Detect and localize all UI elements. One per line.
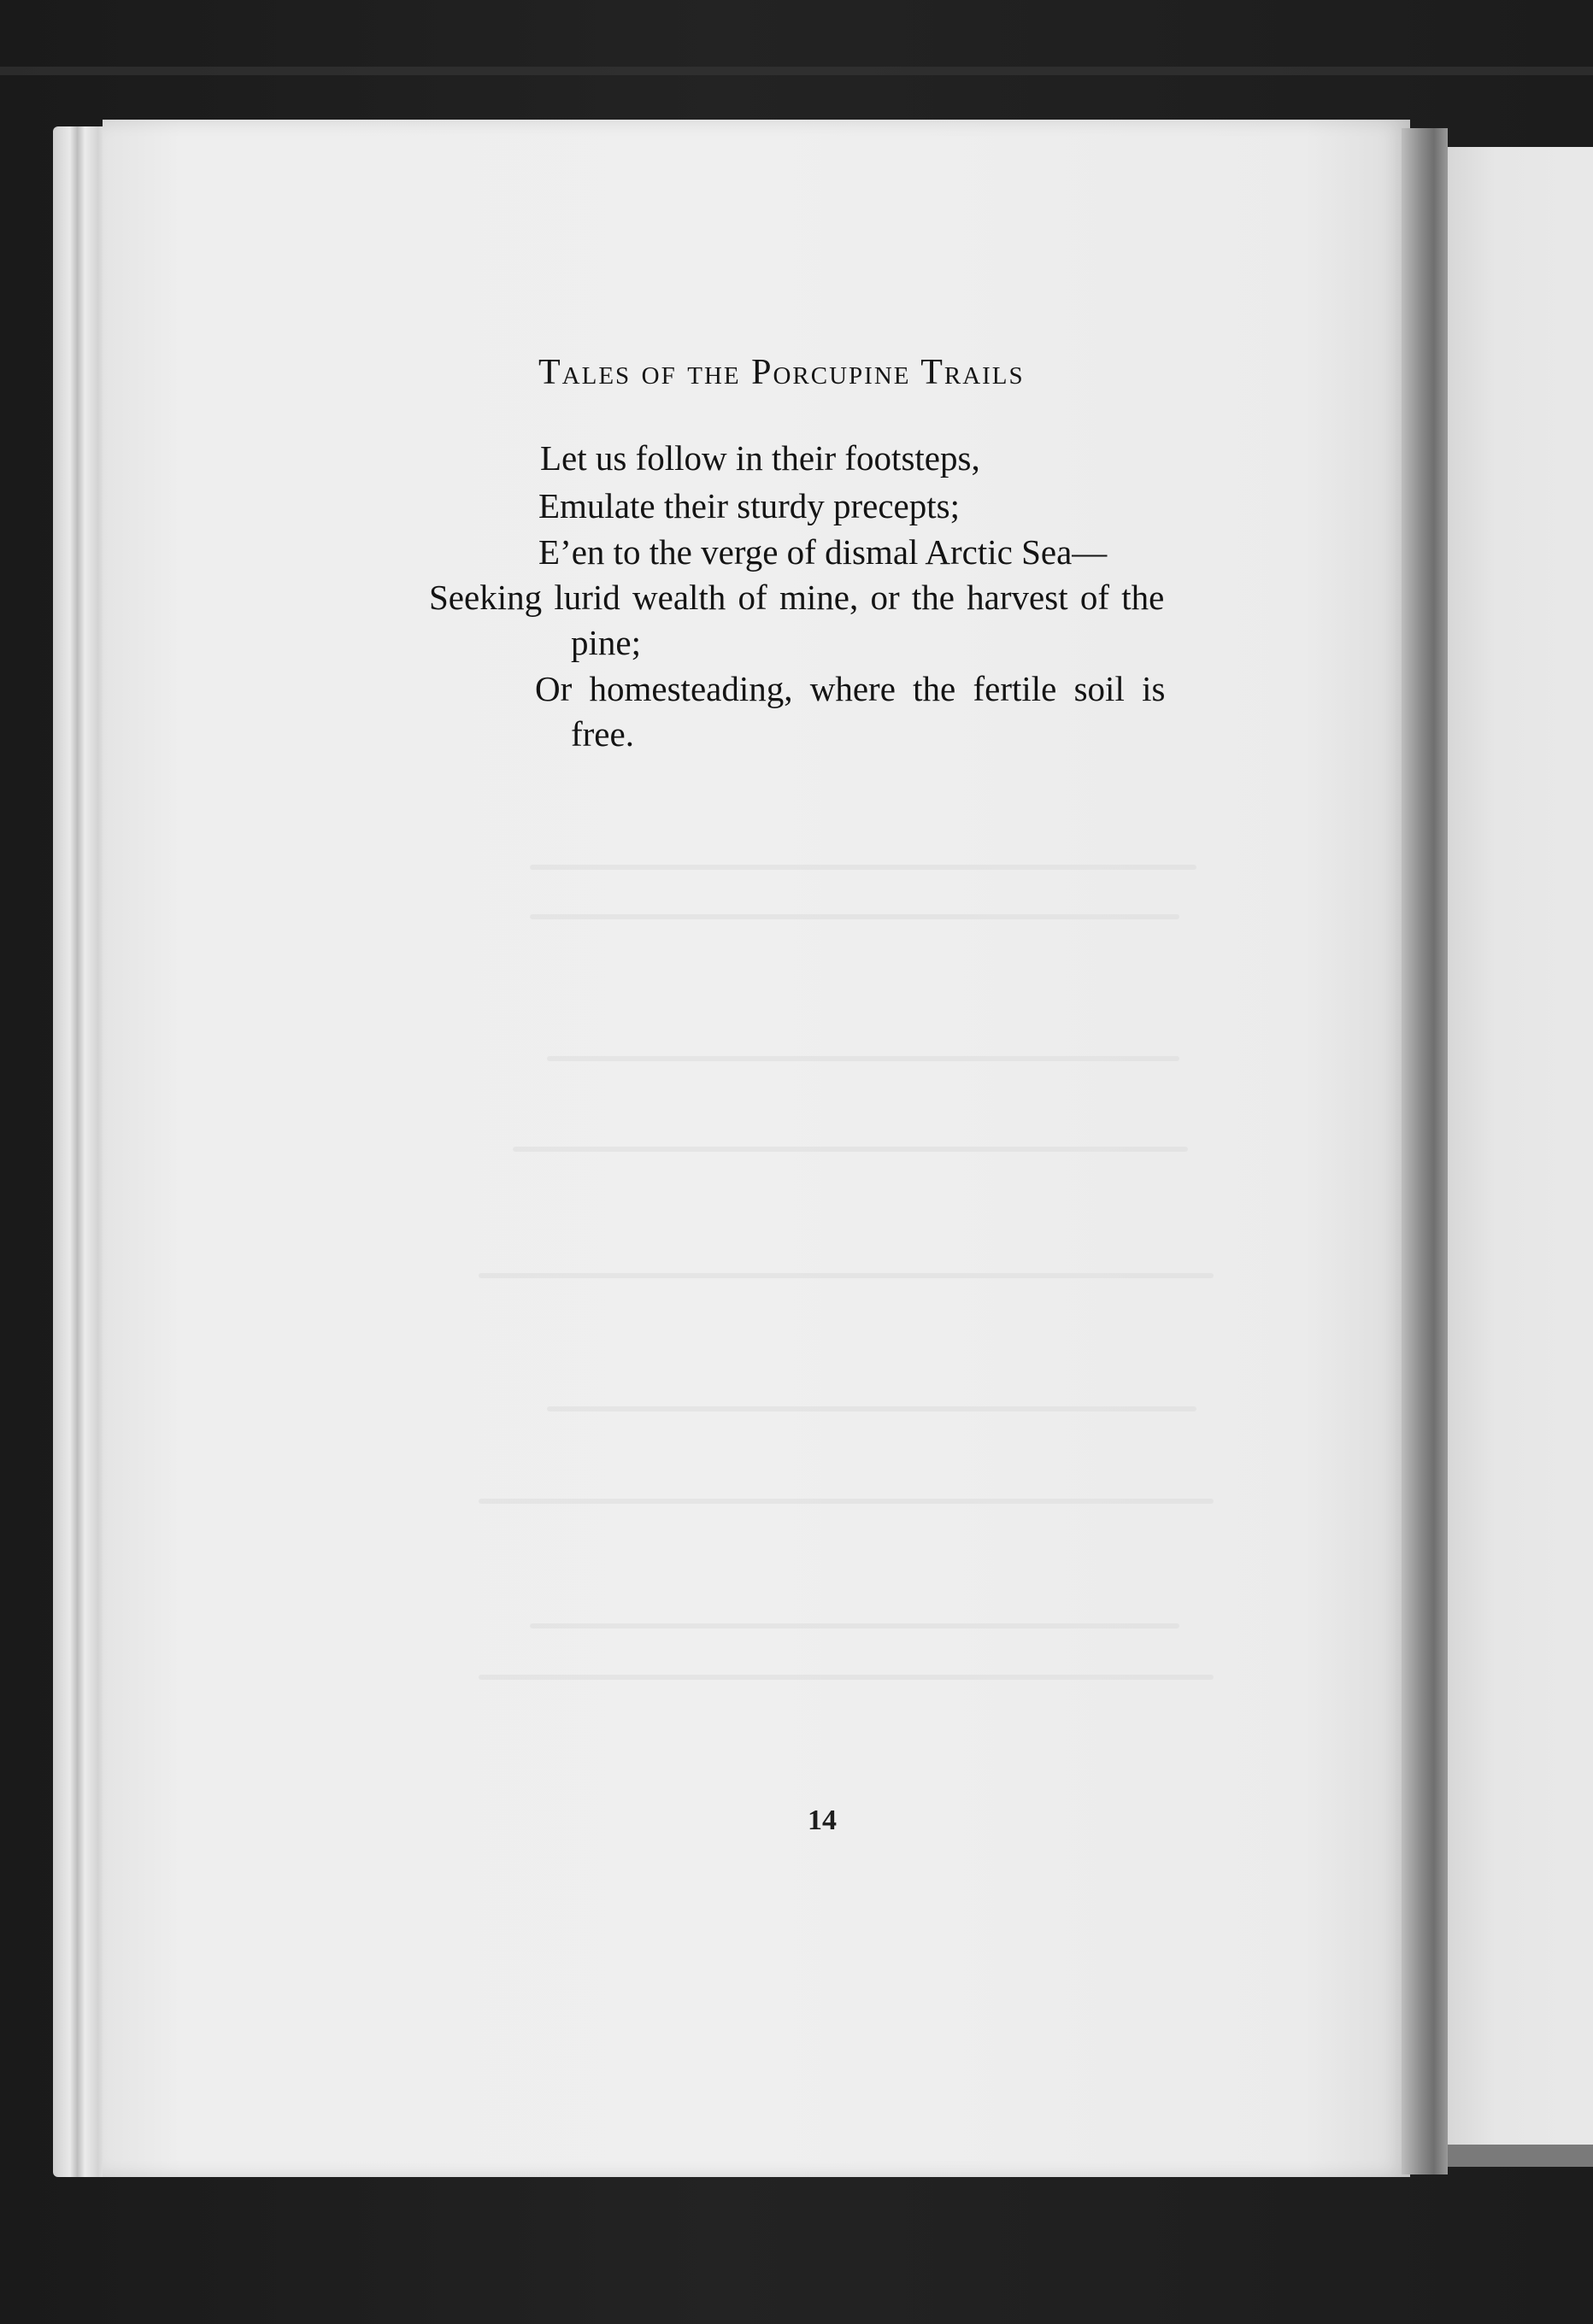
poem-line: Let us follow in their footsteps, [540, 438, 980, 478]
poem-line: E’en to the verge of dismal Arctic Sea— [538, 532, 1108, 572]
poem-line-continuation: free. [571, 714, 634, 754]
poem-line: Or homesteading, where the fertile soil is [535, 669, 1166, 708]
page-number: 14 [808, 1805, 837, 1836]
poem-line-continuation: pine; [571, 623, 641, 662]
running-head: Tales of the Porcupine Trails [538, 353, 1025, 392]
poem-line: Seeking lurid wealth of mine, or the harvest of the [429, 578, 1165, 617]
poem-line: Emulate their sturdy precepts; [538, 486, 960, 525]
